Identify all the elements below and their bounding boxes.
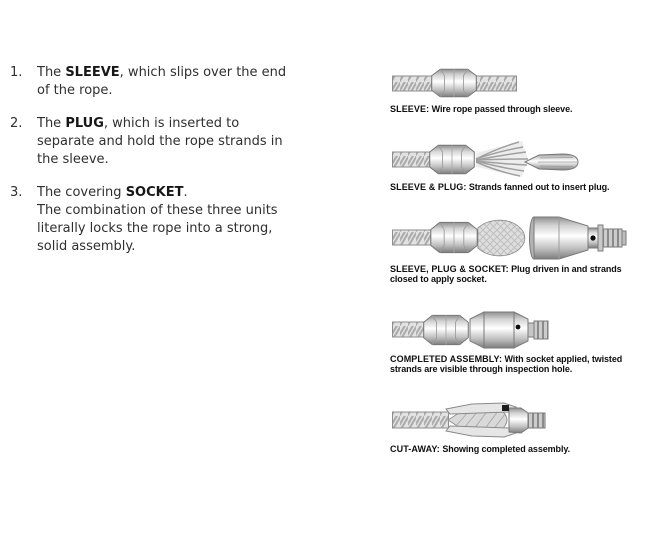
strand-lines: [476, 142, 528, 176]
sleeve-plug-illustration: [392, 140, 582, 178]
figure-caption: [390, 104, 642, 114]
threaded-stub-icon: [528, 413, 545, 428]
caption-label: SLEEVE, PLUG & SOCKET:: [390, 264, 509, 274]
threaded-stub-icon: [603, 229, 622, 247]
rope-sleeve-illustration: [392, 66, 517, 100]
figure-caption: [390, 354, 642, 374]
list-item-socket: [10, 184, 355, 256]
figure-completed-assembly: [390, 310, 646, 374]
sleeve-icon: [430, 145, 475, 174]
item-text: [37, 115, 283, 169]
caption-text: Wire rope passed through sleeve.: [431, 104, 573, 114]
sleeve-icon: [432, 69, 477, 97]
caption-text: With socket applied, twisted strands are visible through inspection hole.: [390, 354, 623, 374]
sleeve-icon: [424, 315, 469, 344]
socket-end: [509, 408, 528, 433]
item-line: The PLUG, which is inserted to: [37, 116, 240, 131]
cutaway-notch: [502, 405, 509, 411]
figure-caption: [390, 182, 642, 192]
caption-text: Strands fanned out to insert plug.: [468, 182, 610, 192]
threaded-stub-icon: [534, 321, 548, 339]
item-line: The SLEEVE, which slips over the end: [37, 65, 287, 80]
item-line: The combination of these three units: [37, 203, 278, 218]
figure-cut-away: [390, 400, 646, 454]
wire-rope-icon: [393, 322, 427, 337]
wire-rope-icon: [393, 230, 433, 245]
item-number: 2.: [10, 116, 23, 131]
item-text: [37, 64, 286, 100]
caption-label: CUT-AWAY:: [390, 444, 440, 454]
list-item-sleeve: [10, 64, 355, 100]
sleeve-icon: [431, 222, 477, 252]
caption-text: Showing completed assembly.: [442, 444, 570, 454]
socket-taper: [514, 312, 528, 348]
socket-body: [484, 312, 514, 348]
item-line: of the rope.: [37, 83, 113, 98]
instruction-list: [10, 64, 355, 271]
socket-icon: [534, 217, 588, 259]
shell-bottom-flange: [446, 426, 516, 437]
inspection-hole-icon: [516, 325, 521, 330]
completed-assembly-illustration: [392, 310, 550, 350]
figure-sleeve-plug-socket: [390, 216, 646, 284]
item-line: literally locks the rope into a strong,: [37, 221, 273, 236]
socket-neck: [528, 323, 534, 337]
caption-label: SLEEVE & PLUG:: [390, 182, 467, 192]
figure-caption: [390, 444, 642, 454]
sleeve-plug-socket-illustration: [392, 216, 629, 260]
item-line: separate and hold the rope strands in: [37, 134, 283, 149]
socket-collar: [598, 225, 603, 251]
wire-rope-icon: [393, 412, 449, 428]
inspection-hole-icon: [590, 235, 595, 240]
caption-label: COMPLETED ASSEMBLY:: [390, 354, 503, 364]
item-line: solid assembly.: [37, 239, 136, 254]
cut-away-illustration: [392, 400, 547, 440]
figure-sleeve: [390, 66, 646, 114]
item-number: 3.: [10, 185, 23, 200]
item-text: [37, 184, 278, 256]
caption-label: SLEEVE:: [390, 104, 430, 114]
figure-sleeve-plug: [390, 140, 646, 192]
list-item-plug: [10, 115, 355, 169]
item-line: the sleeve.: [37, 152, 109, 167]
figure-caption: [390, 264, 642, 284]
item-line: The covering SOCKET.: [37, 185, 188, 200]
item-number: 1.: [10, 65, 23, 80]
socket-cone: [470, 312, 484, 348]
caption-text: Plug driven in and strands closed to apply socket.: [390, 264, 622, 284]
